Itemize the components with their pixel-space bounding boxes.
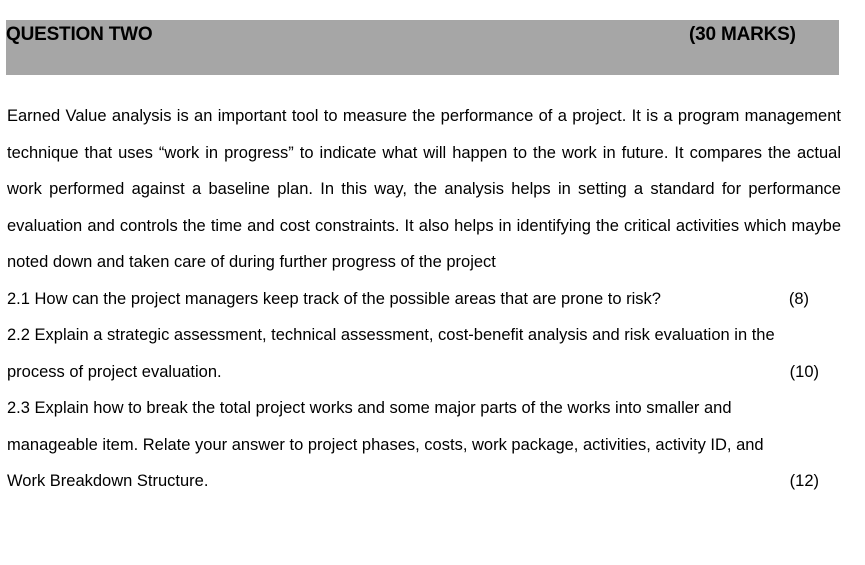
question-2-3-text-line1: 2.3 Explain how to break the total project works and some major parts of the works into smaller and <box>7 399 732 417</box>
question-2-2-text-line1: 2.2 Explain a strategic assessment, technical assessment, cost-benefit analysis and risk evaluation in the <box>7 326 775 344</box>
question-header-bar <box>6 20 839 75</box>
question-2-3-text-last: Work Breakdown Structure. <box>7 472 209 490</box>
question-2-1-text: 2.1 How can the project managers keep track of the possible areas that are prone to risk? <box>7 289 661 308</box>
question-title: QUESTION TWO <box>6 24 153 45</box>
question-2-3-last-line <box>7 463 841 500</box>
question-2-2-marks: (10) <box>789 362 819 381</box>
question-2-3-line <box>7 427 841 464</box>
intro-paragraph: Earned Value analysis is an important tool to measure the performance of a project. It is a program management technique that uses “work in progress” to indicate what will happen to the work in future. It compares the actual work performed against a baseline plan. In this way, the analysis helps in setting a standard for performance evaluation and controls the time and cost constraints. It also helps in identifying the critical activities which maybe noted down and taken care of during further progress of the project <box>7 107 841 271</box>
question-2-3-text-line2: manageable item. Relate your answer to project phases, costs, work package, activities, activity ID, and <box>7 435 764 454</box>
question-2-2 <box>7 317 841 390</box>
question-total-marks: (30 MARKS) <box>689 24 796 45</box>
question-body <box>7 98 841 500</box>
question-2-2-last-line <box>7 354 841 391</box>
question-2-1-marks: (8) <box>788 289 809 308</box>
question-2-2-line <box>7 317 841 354</box>
question-2-2-text-last: process of project evaluation. <box>7 362 222 381</box>
question-2-3-line <box>7 390 841 427</box>
question-2-3 <box>7 390 841 500</box>
question-2-1 <box>7 281 841 318</box>
question-2-3-marks: (12) <box>789 472 819 490</box>
